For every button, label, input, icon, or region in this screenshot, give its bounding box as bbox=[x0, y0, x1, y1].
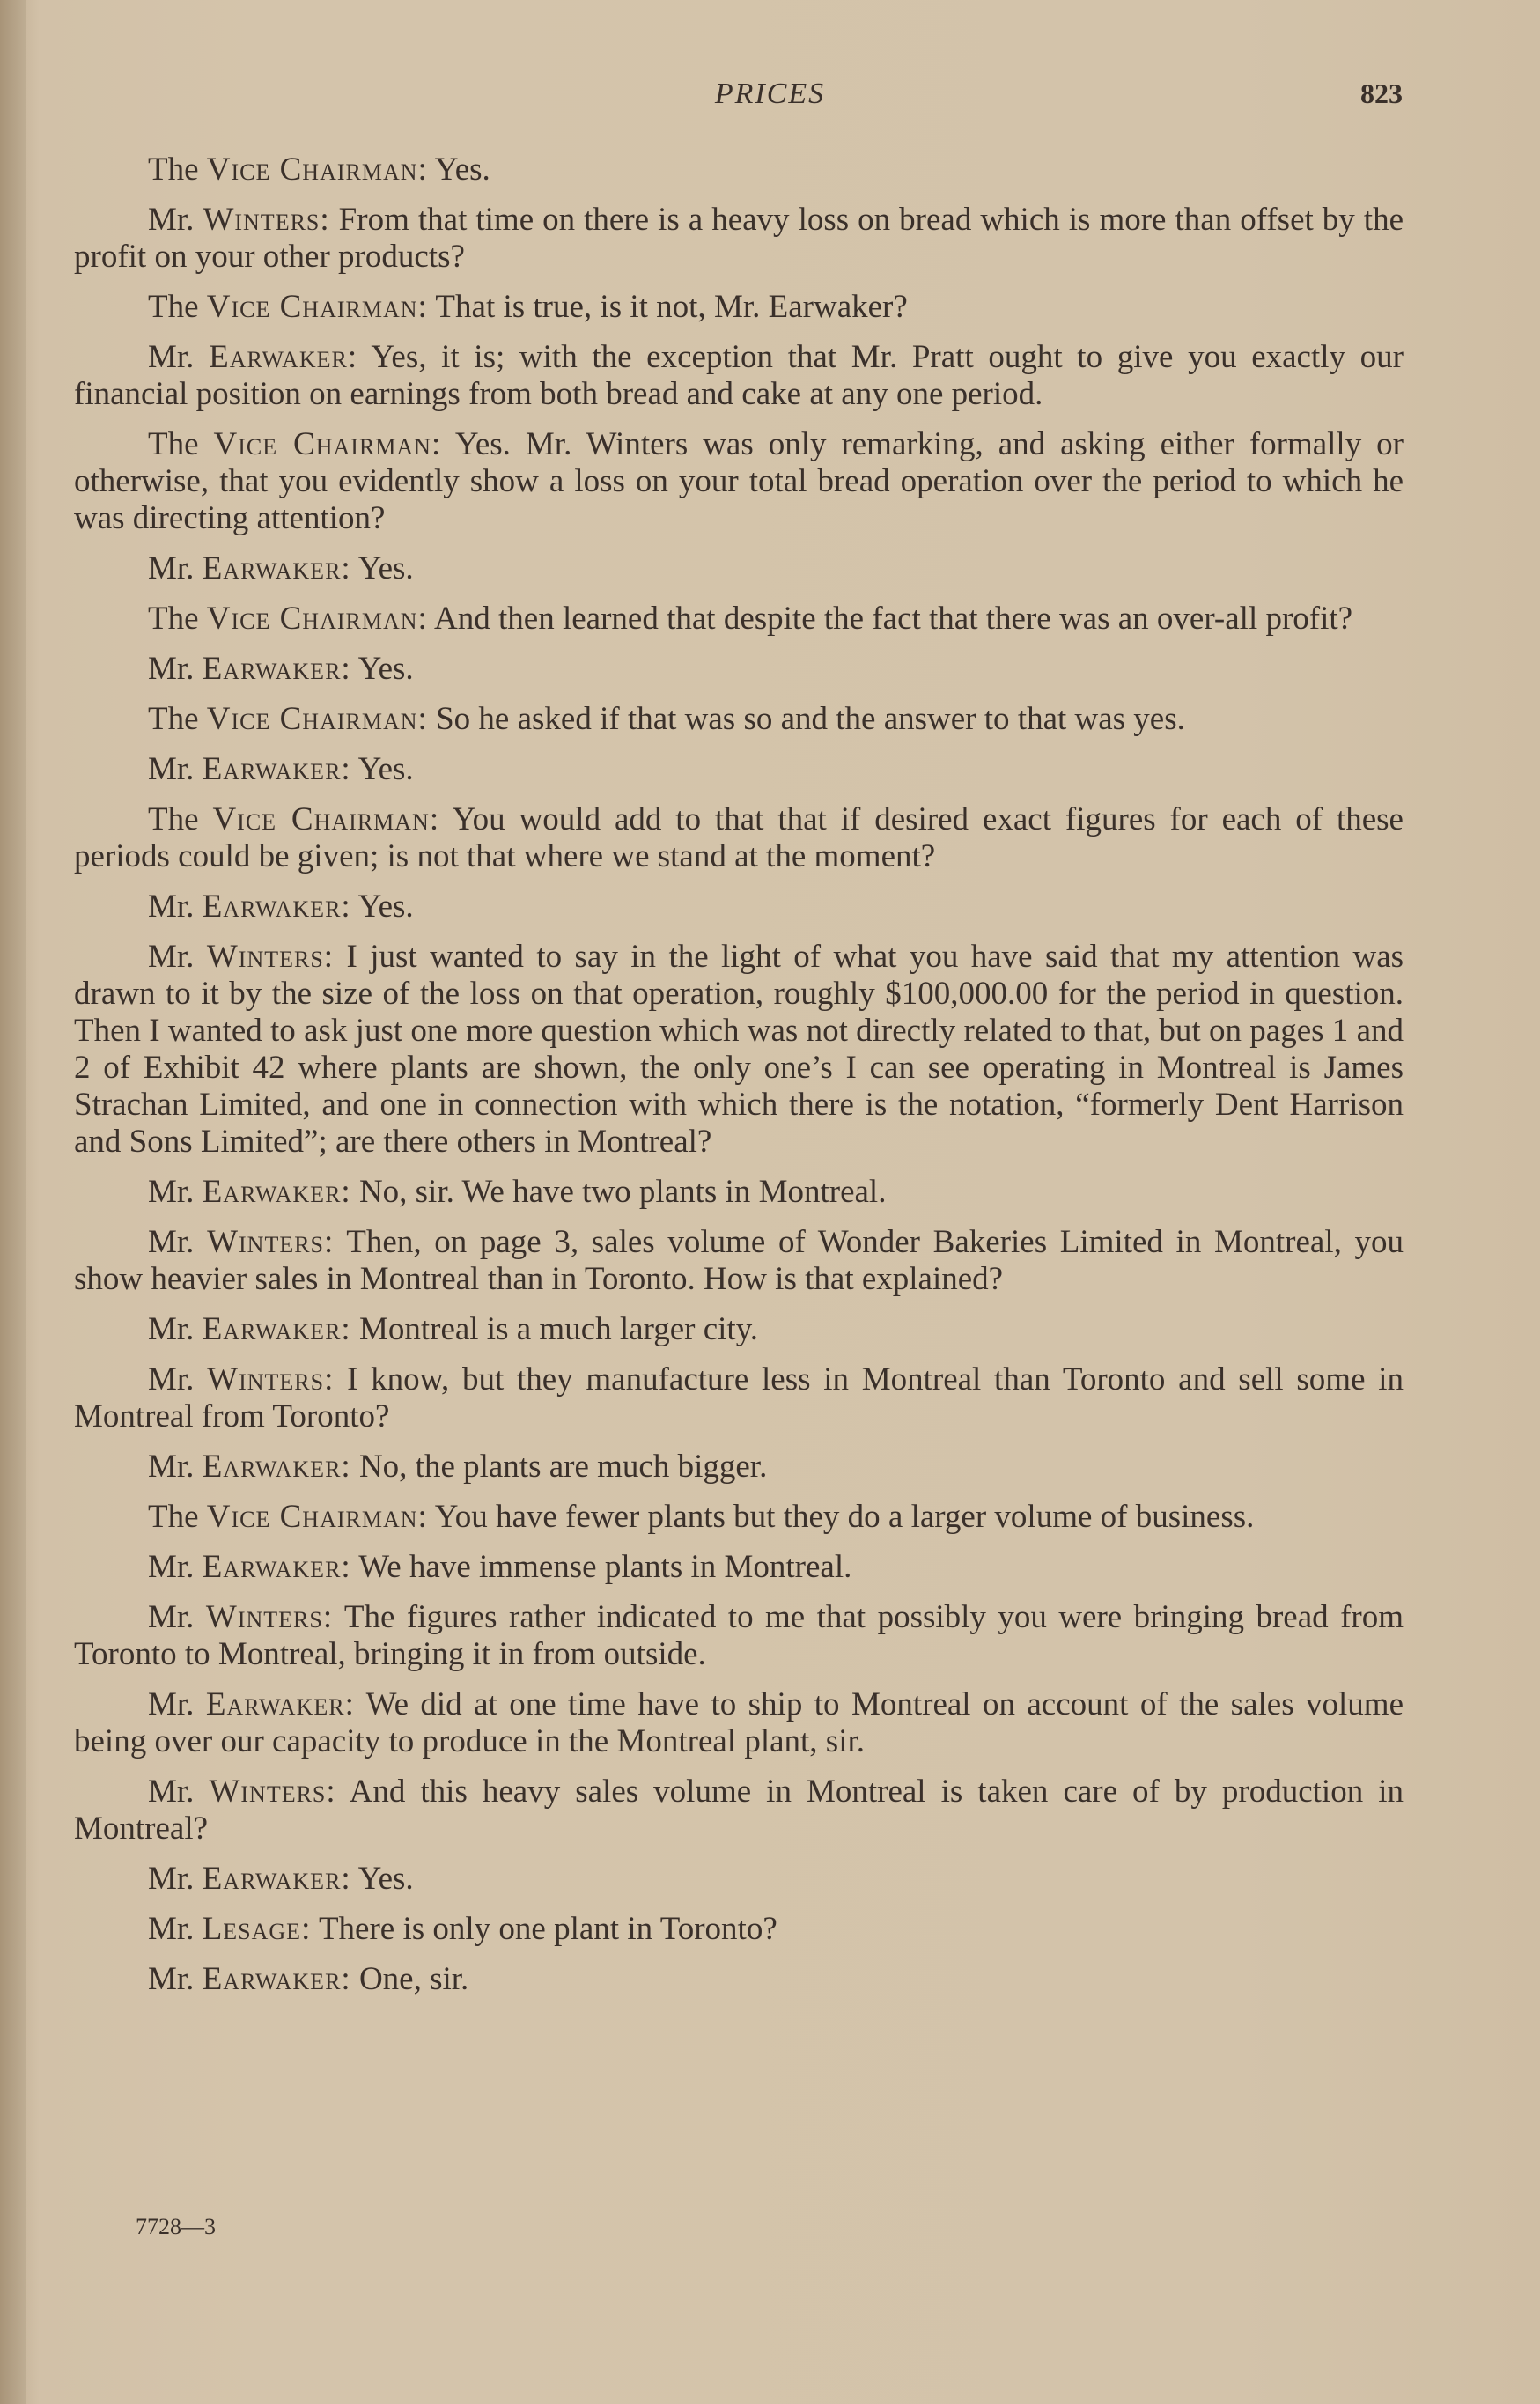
speaker-name: Vice Chairman: bbox=[206, 601, 428, 637]
transcript-body bbox=[74, 151, 1404, 2011]
speaker-name: Earwaker: bbox=[202, 1311, 351, 1347]
transcript-paragraph bbox=[74, 889, 1404, 925]
speaker-prefix: Mr. bbox=[148, 1911, 195, 1947]
transcript-paragraph bbox=[74, 289, 1404, 326]
speaker-name: Winters: bbox=[207, 1224, 335, 1260]
speaker-name: Earwaker: bbox=[202, 1961, 351, 1997]
speech-text: No, the plants are much bigger. bbox=[358, 1449, 768, 1485]
speaker-name: Earwaker: bbox=[209, 339, 358, 375]
speaker-name: Earwaker: bbox=[202, 550, 351, 586]
transcript-paragraph bbox=[74, 1224, 1404, 1298]
speaker-name: Vice Chairman: bbox=[206, 151, 428, 188]
speech-text: That is true, is it not, Mr. Earwaker? bbox=[435, 289, 908, 325]
speaker-prefix: Mr. bbox=[148, 1549, 195, 1585]
speaker-prefix: Mr. bbox=[148, 1311, 195, 1347]
speech-text: So he asked if that was so and the answer to that was yes. bbox=[436, 701, 1185, 737]
speech-text: Yes. bbox=[357, 1861, 414, 1897]
transcript-paragraph bbox=[74, 939, 1404, 1161]
speaker-name: Vice Chairman: bbox=[206, 289, 428, 325]
speaker-name: Winters: bbox=[209, 1774, 336, 1810]
speaker-prefix: Mr. bbox=[148, 1449, 195, 1485]
speaker-prefix: Mr. bbox=[148, 202, 195, 238]
transcript-paragraph bbox=[74, 1861, 1404, 1898]
speech-text: No, sir. We have two plants in Montreal. bbox=[358, 1174, 887, 1210]
speech-text: Yes. bbox=[357, 651, 414, 687]
speech-text: From that time on there is a heavy loss on bread which is more than offset by the profit on your other products? bbox=[74, 202, 1404, 275]
speaker-name: Earwaker: bbox=[202, 889, 351, 925]
transcript-paragraph bbox=[74, 1686, 1404, 1760]
page-binding-shadow bbox=[0, 0, 26, 2404]
speaker-name: Winters: bbox=[207, 1361, 335, 1397]
speech-text: You would add to that that if desired exact figures for each of these periods could be given; is not that where we stand at the moment? bbox=[74, 801, 1404, 874]
speaker-prefix: Mr. bbox=[148, 1599, 195, 1635]
speaker-name: Vice Chairman: bbox=[206, 701, 428, 737]
speaker-name: Winters: bbox=[205, 1599, 334, 1635]
speaker-name: Earwaker: bbox=[202, 1449, 351, 1485]
transcript-paragraph bbox=[74, 550, 1404, 587]
speaker-name: Winters: bbox=[203, 202, 330, 238]
speech-text: I know, but they manufacture less in Montreal than Toronto and sell some in Montreal from Toronto? bbox=[74, 1361, 1404, 1434]
speaker-prefix: The bbox=[148, 151, 199, 188]
speaker-name: Earwaker: bbox=[202, 1861, 351, 1897]
transcript-paragraph bbox=[74, 426, 1404, 537]
speech-text: The figures rather indicated to me that possibly you were bringing bread from Toronto to Montreal, bringing it in from outside. bbox=[74, 1599, 1404, 1672]
signature-mark: 7728—3 bbox=[136, 2214, 216, 2239]
speaker-prefix: Mr. bbox=[148, 339, 195, 375]
speaker-name: Earwaker: bbox=[205, 1686, 355, 1722]
transcript-paragraph bbox=[74, 339, 1404, 413]
speaker-name: Earwaker: bbox=[202, 651, 351, 687]
transcript-paragraph bbox=[74, 1174, 1404, 1211]
page-header bbox=[0, 77, 1540, 122]
speaker-prefix: Mr. bbox=[148, 1861, 195, 1897]
speaker-prefix: Mr. bbox=[148, 651, 195, 687]
speech-text: Montreal is a much larger city. bbox=[358, 1311, 759, 1347]
speech-text: Yes. bbox=[357, 751, 414, 787]
speech-text: We have immense plants in Montreal. bbox=[358, 1549, 852, 1585]
speech-text: Yes, it is; with the exception that Mr. Pratt ought to give you exactly our financial position on earnings from both bread and cake at any one period. bbox=[74, 339, 1404, 412]
speaker-name: Earwaker: bbox=[202, 1549, 351, 1585]
speaker-prefix: Mr. bbox=[148, 751, 195, 787]
speech-text: Yes. bbox=[357, 889, 414, 925]
speaker-prefix: The bbox=[148, 801, 199, 837]
page-number: 823 bbox=[1360, 77, 1403, 109]
speaker-name: Vice Chairman: bbox=[206, 1499, 428, 1535]
speaker-prefix: Mr. bbox=[148, 550, 195, 586]
speaker-prefix: The bbox=[148, 701, 199, 737]
speaker-prefix: The bbox=[148, 426, 199, 462]
speaker-prefix: Mr. bbox=[148, 1224, 195, 1260]
speech-text: Yes. Mr. Winters was only remarking, and asking either formally or otherwise, that you evidently show a loss on your total bread operation over the period to which he was directing attention? bbox=[74, 426, 1404, 536]
transcript-paragraph bbox=[74, 1361, 1404, 1435]
transcript-paragraph bbox=[74, 651, 1404, 688]
speaker-prefix: The bbox=[148, 601, 199, 637]
speaker-prefix: Mr. bbox=[148, 889, 195, 925]
speaker-prefix: Mr. bbox=[148, 1774, 195, 1810]
speech-text: You have fewer plants but they do a larger volume of business. bbox=[434, 1499, 1255, 1535]
speaker-name: Lesage: bbox=[202, 1911, 312, 1947]
transcript-paragraph bbox=[74, 1774, 1404, 1847]
speaker-name: Earwaker: bbox=[202, 1174, 351, 1210]
speech-text: Yes. bbox=[434, 151, 490, 188]
speaker-name: Winters: bbox=[206, 939, 335, 975]
transcript-paragraph bbox=[74, 801, 1404, 875]
transcript-paragraph bbox=[74, 202, 1404, 276]
speaker-name: Vice Chairman: bbox=[213, 426, 442, 462]
speaker-name: Vice Chairman: bbox=[212, 801, 440, 837]
transcript-paragraph bbox=[74, 1911, 1404, 1948]
transcript-paragraph bbox=[74, 1599, 1404, 1673]
speaker-prefix: The bbox=[148, 289, 199, 325]
speaker-name: Earwaker: bbox=[202, 751, 351, 787]
transcript-paragraph bbox=[74, 1961, 1404, 1998]
speech-text: Then, on page 3, sales volume of Wonder Bakeries Limited in Montreal, you show heavier sales in Montreal than in Toronto. How is that explained? bbox=[74, 1224, 1404, 1297]
speech-text: And then learned that despite the fact that there was an over-all profit? bbox=[434, 601, 1353, 637]
speaker-prefix: Mr. bbox=[148, 939, 195, 975]
speech-text: And this heavy sales volume in Montreal is taken care of by production in Montreal? bbox=[74, 1774, 1404, 1847]
speaker-prefix: Mr. bbox=[148, 1361, 195, 1397]
speech-text: One, sir. bbox=[358, 1961, 469, 1997]
transcript-paragraph bbox=[74, 1311, 1404, 1348]
speaker-prefix: Mr. bbox=[148, 1686, 195, 1722]
speech-text: I just wanted to say in the light of what you have said that my attention was drawn to it by the size of the loss on that operation, roughly $100,000.00 for the period in question. Then I wanted to ask just one more question which was not directly related to that, but on pages 1 and 2 of Exhibit 42 where plants are shown, the only one’s I can see operating in Montreal is James Strachan Limited, and one in connection with which there is the notation, “formerly Dent Harrison and Sons Limited”; are there others in Montreal? bbox=[74, 939, 1404, 1160]
speaker-prefix: Mr. bbox=[148, 1961, 195, 1997]
transcript-paragraph bbox=[74, 601, 1404, 638]
speaker-prefix: The bbox=[148, 1499, 199, 1535]
transcript-paragraph bbox=[74, 1499, 1404, 1536]
speaker-prefix: Mr. bbox=[148, 1174, 195, 1210]
transcript-paragraph bbox=[74, 151, 1404, 188]
speech-text: Yes. bbox=[357, 550, 414, 586]
speech-text: We did at one time have to ship to Montreal on account of the sales volume being over our capacity to produce in the Montreal plant, sir. bbox=[74, 1686, 1404, 1759]
speech-text: There is only one plant in Toronto? bbox=[318, 1911, 777, 1947]
running-head: PRICES bbox=[714, 77, 826, 110]
transcript-paragraph bbox=[74, 1449, 1404, 1486]
transcript-paragraph bbox=[74, 1549, 1404, 1586]
transcript-paragraph bbox=[74, 751, 1404, 788]
transcript-paragraph bbox=[74, 701, 1404, 738]
